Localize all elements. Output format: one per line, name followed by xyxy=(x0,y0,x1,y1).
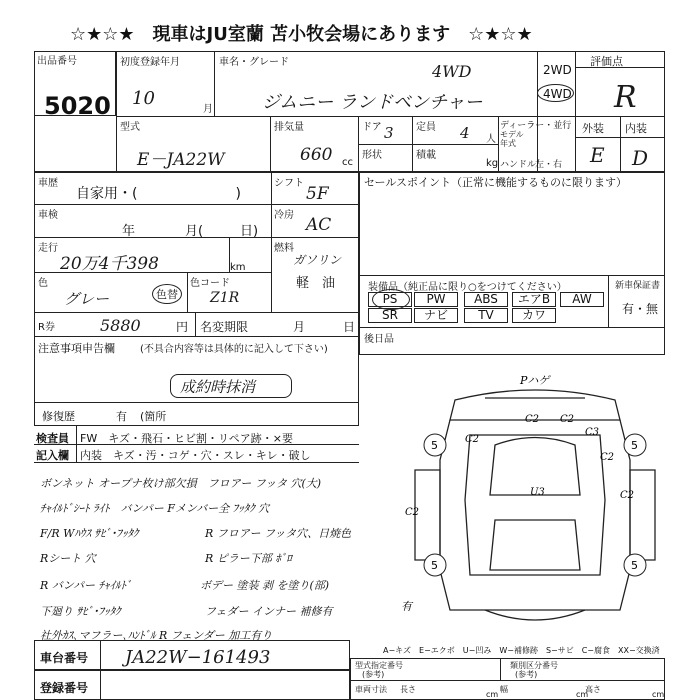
sales-point-label: セールスポイント（正常に機能するものに限ります） xyxy=(364,176,628,189)
doors-label: ドア xyxy=(362,122,382,133)
color-code-value: Z1R xyxy=(210,290,240,306)
damage-note: R バンパー ﾁｬｲﾙﾄﾞ xyxy=(40,579,132,592)
evaluation-score: R xyxy=(614,80,637,115)
model-value: E－JA22W xyxy=(137,150,225,170)
damage-note: ボンネット オープナ枚け部欠損 フロアー フッタ 穴(大) xyxy=(40,477,322,490)
car-diagram xyxy=(395,370,680,640)
exterior-grade: E xyxy=(590,143,605,167)
capacity-label: 定員 xyxy=(416,122,436,133)
doors-value: 3 xyxy=(384,124,394,142)
displacement-label: 排気量 xyxy=(274,122,304,133)
evaluation-label: 評価点 xyxy=(590,55,623,68)
damage-note: ﾁｬｲﾙﾄﾞｼｰﾄ ﾗｲﾄ バンパー Fメンバー全 ﾌｯﾀｸ 穴 xyxy=(40,502,270,515)
damage-note: 下廻り ｻﾋﾞ･ﾌｯﾀｸ xyxy=(40,605,121,618)
history-value: 自家用・( ) xyxy=(76,186,241,202)
mileage-value: 20万4千398 xyxy=(60,254,159,274)
lot-number: 5020 xyxy=(44,92,111,120)
wheel-mark: 5 xyxy=(431,559,438,572)
damage-note: R フロアー フッタ穴、日焼色 xyxy=(205,527,352,540)
damage-note: 社外ｶｽ､マフラー､ﾊﾝﾄﾞﾙ R フェンダー 加工有り xyxy=(40,629,273,642)
color-value: グレー xyxy=(64,290,110,308)
mark-c2: C2 xyxy=(560,414,575,425)
car-name-value: ジムニー ランドベンチャー xyxy=(262,92,483,113)
chassis-value: JA22W−161493 xyxy=(125,647,271,668)
damage-note: R ピラー下部 ﾎﾞﾛ xyxy=(205,552,292,565)
equip-sr: SR xyxy=(368,308,412,323)
warranty-value: 有・無 xyxy=(622,302,659,316)
capacity-value: 4 xyxy=(460,124,470,142)
model-label: 型式 xyxy=(120,122,140,133)
damage-note: ボデー 塗装 剥 を塗り(部) xyxy=(200,579,330,592)
mark-c2: C2 xyxy=(620,490,635,501)
car-name-label: 車名・グレード xyxy=(219,57,289,68)
mark-u3: U3 xyxy=(530,487,545,498)
equip-leather: カワ xyxy=(512,308,556,323)
shift-value: 5F xyxy=(306,184,329,204)
first-reg-label: 初度登録年月 xyxy=(120,57,180,68)
mark-c3: C3 xyxy=(585,427,600,438)
lot-label: 出品番号 xyxy=(37,56,77,67)
damage-legend: A−キズ E−エクボ U−凹み W−補修跡 S−サビ C−腐食 XX−交換済 xyxy=(383,646,660,655)
first-reg-value: 10 xyxy=(132,88,155,109)
wheel-mark: 5 xyxy=(431,439,438,452)
load-label: 積載 xyxy=(416,150,436,161)
interior-grade: D xyxy=(632,146,649,170)
damage-note: Rシート 穴 xyxy=(40,552,96,565)
equip-pw: PW xyxy=(414,292,458,307)
equip-ps: PS xyxy=(368,292,412,307)
wheel-mark: 5 xyxy=(631,439,638,452)
wheel-mark: 5 xyxy=(631,559,638,572)
mark-c2: C2 xyxy=(465,434,480,445)
mark-c2: C2 xyxy=(600,452,615,463)
bottom-mark: 有 xyxy=(401,600,412,613)
mark-c2: C2 xyxy=(405,507,420,518)
drive-type-value: 4WD xyxy=(432,62,472,81)
equip-airbag: エアB xyxy=(512,292,556,307)
drive-4wd-circle xyxy=(537,84,574,102)
mark-c2: C2 xyxy=(525,414,540,425)
equip-navi: ナビ xyxy=(414,308,458,323)
entries-content: 内装 キズ・汚・コゲ・穴・スレ・キレ・破し xyxy=(80,449,311,462)
damage-note: フェダー インナー 補修有 xyxy=(205,605,333,618)
aircon-value: AC xyxy=(306,215,332,235)
equip-aw: AW xyxy=(560,292,604,307)
equip-abs: ABS xyxy=(464,292,508,307)
diagram-top-label: Pハゲ xyxy=(520,374,550,387)
notes-handwritten: 成約時抹消 xyxy=(180,378,256,396)
shape-label: 形状 xyxy=(362,150,382,161)
ps-circle xyxy=(372,289,410,310)
header-title: ☆★☆★ 現車はJU室蘭 苫小牧会場にあります ☆★☆★ xyxy=(70,24,533,45)
damage-note: F/R Wﾊｳｽ ｻﾋﾞ･ﾌｯﾀｸ xyxy=(40,527,139,540)
color-change-circle: 色替 xyxy=(152,284,182,304)
recycle-value: 5880 xyxy=(100,316,141,335)
displacement-value: 660 xyxy=(300,145,333,165)
equip-tv: TV xyxy=(464,308,508,323)
fuel-light-oil: 軽 油 xyxy=(296,276,336,291)
inspector-content: FW キズ・飛石・ヒビ割・リペア跡・×要 xyxy=(80,432,293,445)
fuel-gasoline: ガソリン xyxy=(293,253,342,267)
